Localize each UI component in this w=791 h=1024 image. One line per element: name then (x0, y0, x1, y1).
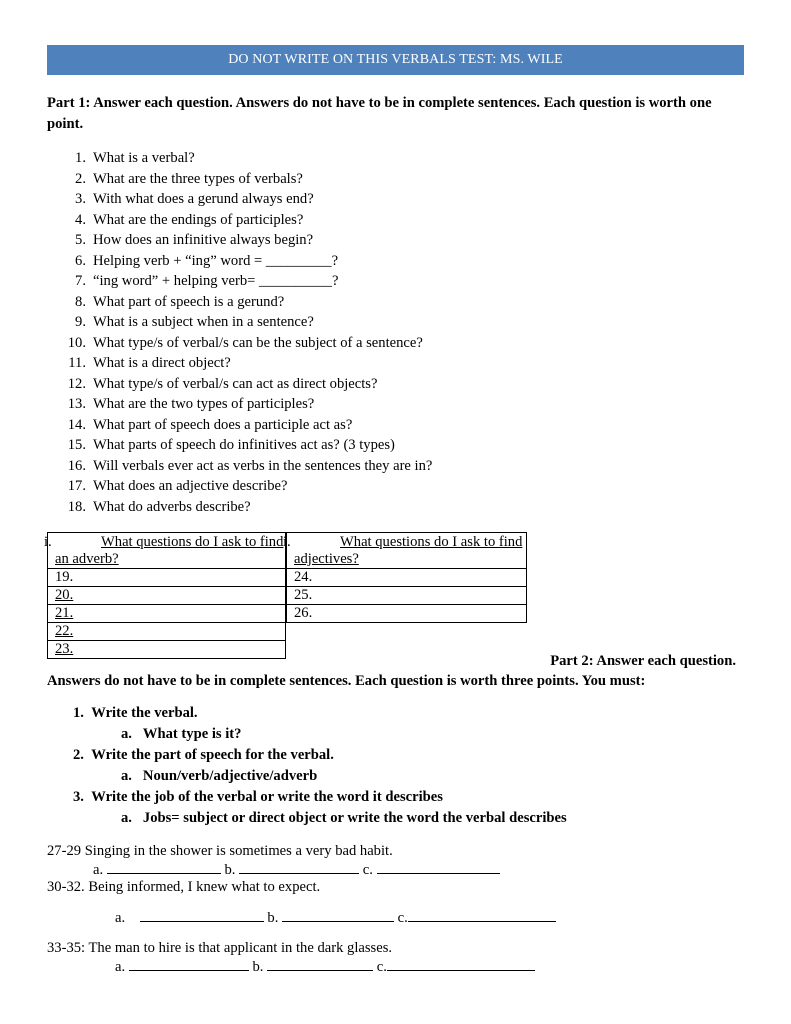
question-text: What is a direct object? (93, 355, 231, 371)
exercise-prompt: 30-32. Being informed, I knew what to expect. (47, 879, 321, 895)
table-row: 24. (287, 569, 527, 587)
answer-blank (140, 908, 264, 922)
question-number: 11. (68, 355, 86, 371)
question-text: What are the three types of verbals? (93, 170, 303, 187)
adverb-table-header (44, 533, 286, 569)
question-text: Helping verb + “ing” word = _________? (93, 252, 339, 269)
exercise-prompt: 33-35: The man to hire is that applicant in the dark glasses. (47, 940, 393, 956)
adjective-table-header-text: What questions do I ask to find adjectives? (294, 534, 523, 567)
question-number: 4. (75, 211, 86, 228)
part2-instructions: Answers do not have to be in complete sentences. Each question is worth three points. You must: (47, 673, 646, 689)
table-row: 20. (48, 587, 286, 605)
list-item: a. Noun/verb/adjective/adverb (121, 768, 318, 784)
adverb-table-header-text: What questions do I ask to find an adverb? (55, 534, 284, 567)
question-text: What is a verbal? (93, 150, 195, 166)
part2-heading: Part 2: Answer each question. (550, 653, 736, 669)
table-row: 23. (48, 641, 286, 659)
question-text: Will verbals ever act as verbs in the sentences they are in? (93, 457, 433, 474)
answer-blank (129, 957, 249, 971)
list-item: 3. Write the job of the verbal or write the word it describes (73, 789, 443, 805)
question-text: What are the two types of participles? (93, 396, 315, 412)
question-number: 12. (67, 375, 86, 392)
question-text: What are the endings of participles? (93, 211, 304, 228)
part1-heading: Part 1: Answer each question. Answers do not have to be in complete sentences. Each question is worth one point. (47, 95, 712, 132)
question-text: What type/s of verbal/s can act as direct objects? (93, 375, 378, 392)
list-item: a. What type is it? (121, 726, 242, 742)
question-number: 15. (67, 437, 86, 453)
exercise-answer-line: a. b. c. (115, 957, 535, 976)
exercise-answer-line: a. b. c. (115, 908, 556, 927)
question-number: 2. (75, 170, 86, 187)
question-text: What do adverbs describe? (93, 498, 251, 515)
question-text: What is a subject when in a sentence? (93, 314, 314, 330)
question-number: 18. (67, 498, 86, 515)
question-number: 10. (67, 334, 86, 351)
question-number: 3. (75, 191, 86, 207)
roman-numeral: i. (283, 534, 291, 550)
answer-blank (408, 908, 556, 922)
test-title-banner: DO NOT WRITE ON THIS VERBALS TEST: MS. WILE (47, 45, 744, 75)
question-number: 7. (75, 273, 86, 289)
exercise-prompt: 27-29 Singing in the shower is sometimes a very bad habit. (47, 843, 393, 859)
question-number: 8. (75, 293, 86, 310)
exercise-answer-line: a. b. c. (93, 860, 500, 879)
question-number: 9. (75, 314, 86, 330)
question-text: What part of speech is a gerund? (93, 293, 285, 310)
table-row: 21. (48, 605, 286, 623)
table-row: 22. (48, 623, 286, 641)
answer-blank (377, 860, 500, 874)
adjective-table-header (283, 533, 527, 569)
answer-blank (239, 860, 359, 874)
question-number: 13. (67, 396, 86, 412)
table-row: 25. (287, 587, 527, 605)
question-number: 1. (75, 150, 86, 166)
question-text: What parts of speech do infinitives act as? (3 types) (93, 437, 395, 453)
list-item: a. Jobs= subject or direct object or write the word the verbal describes (121, 810, 567, 826)
answer-blank (267, 957, 373, 971)
table-row: 26. (287, 605, 527, 623)
answer-blank (282, 908, 394, 922)
question-text: With what does a gerund always end? (93, 191, 314, 207)
roman-numeral: i. (44, 534, 52, 550)
list-item: 1. Write the verbal. (73, 705, 198, 721)
answer-blank (107, 860, 221, 874)
question-text: How does an infinitive always begin? (93, 232, 314, 248)
adverb-questions-table (44, 532, 286, 659)
table-row: 19. (48, 569, 286, 587)
list-item: 2. Write the part of speech for the verbal. (73, 747, 334, 763)
question-number: 16. (67, 457, 86, 474)
question-text: What type/s of verbal/s can be the subject of a sentence? (93, 334, 423, 351)
question-text: What does an adjective describe? (93, 478, 288, 494)
question-number: 14. (67, 416, 86, 433)
question-number: 6. (75, 252, 86, 269)
question-number: 17. (67, 478, 86, 494)
question-number: 5. (75, 232, 86, 248)
question-text: “ing word” + helping verb= __________? (93, 273, 339, 289)
question-text: What part of speech does a participle act as? (93, 416, 353, 433)
adjective-questions-table (283, 532, 527, 623)
answer-blank (387, 957, 535, 971)
